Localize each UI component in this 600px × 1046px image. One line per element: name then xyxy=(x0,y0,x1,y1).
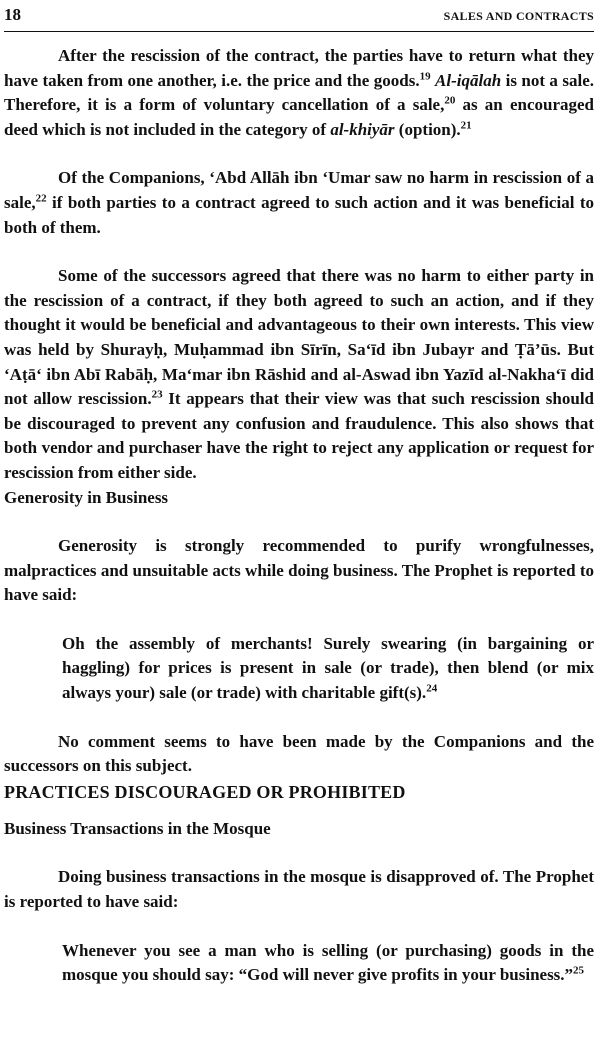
quote-mosque: Whenever you see a man who is selling (or purchasing) goods in the mosque you should say: “God will never give profits in your business.”$^{25}$ xyxy=(62,940,594,985)
paragraph-no-comment: No comment seems to have been made by the Companions and the successors on this subject. xyxy=(4,731,594,776)
footnote-ref-25: 25 xyxy=(573,964,585,977)
page-body xyxy=(4,44,594,988)
footnote-ref-21: 21 xyxy=(460,119,472,132)
paragraph-generosity: Generosity is strongly recommended to purify wrongfulnesses, malpractices and unsuitable acts while doing business. The Prophet is reported to have said: xyxy=(4,536,594,605)
heading-practices-discouraged: PRACTICES DISCOURAGED OR PROHIBITED xyxy=(4,781,406,802)
paragraph-rescission-return: After the rescission of the contract, the parties have to return what they have taken from one another, i.e. the price and the goods.$^{19}$ Al-iqālah is not a sale. Therefore, it is a form of voluntary cancellation of a sale,$^{20}$ as an encouraged deed which is not included in the category of al-khiyār (option).$^{21}$ xyxy=(4,46,595,139)
heading-mosque-transactions: Business Transactions in the Mosque xyxy=(4,818,271,838)
page-number: 18 xyxy=(4,5,21,24)
term-al-iqalah: Al-iqālah xyxy=(435,70,502,90)
paragraph-mosque: Doing business transactions in the mosque is disapproved of. The Prophet is reported to have said: xyxy=(4,867,594,912)
running-head: SALES AND CONTRACTS xyxy=(443,9,594,23)
footnote-ref-23: 23 xyxy=(151,388,163,401)
paragraph-successors: Some of the successors agreed that there was no harm to either party in the rescission of a contract, if they both agreed to such an action, and if they thought it would be beneficial and advantageous to their own interests. This view was held by Shurayḥ, Muḥammad ibn Sīrīn, Sa‘īd ibn Jubayr and Ṭā’ūs. But ‘Aṭā‘ ibn Abī Rabāḥ, Ma‘mar ibn Rāshid and al-Aswad ibn Yazīd al-Nakha‘ī did not allow rescission.$^{23}$ It appears that their view was that such rescission should be discouraged to prevent any confusion and fraudulence. This also shows that both vendor and purchaser have the right to reject any application or request for rescission from either side. xyxy=(4,266,594,482)
page-header xyxy=(4,2,594,30)
footnote-ref-19: 19 xyxy=(419,69,431,82)
footnote-ref-20: 20 xyxy=(444,94,456,107)
footnote-ref-24: 24 xyxy=(426,682,438,695)
footnote-ref-22: 22 xyxy=(35,192,47,205)
paragraph-companions: Of the Companions, ‘Abd Allāh ibn ‘Umar saw no harm in rescission of a sale,$^{22}$ if both parties to a contract agreed to such action and it was beneficial to both of them. xyxy=(4,168,594,237)
header-rule xyxy=(4,31,594,32)
heading-generosity-in-business: Generosity in Business xyxy=(4,487,169,507)
quote-merchants: Oh the assembly of merchants! Surely swearing (in bargaining or haggling) for prices is present in sale (or trade), then blend (or mix always your) sale (or trade) with charitable gift(s).$^{24}$ xyxy=(62,633,594,703)
term-al-khiyar: al-khiyār xyxy=(330,119,395,139)
